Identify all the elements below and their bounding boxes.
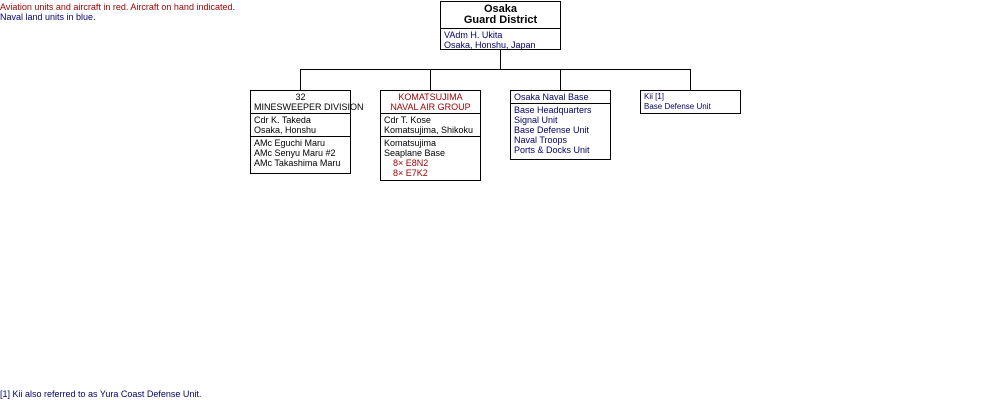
- connector-komatsujima: [430, 69, 431, 90]
- minesweeper-details: [251, 113, 350, 136]
- komatsujima-base-line1: Komatsujima: [384, 138, 437, 148]
- minesweeper-division-box: [250, 90, 364, 174]
- minesweeper-commander: Cdr K. Takeda: [254, 115, 311, 125]
- osaka-base-title: Osaka Naval Base: [514, 92, 589, 102]
- root-title: [441, 2, 560, 28]
- connector-minesweeper: [300, 69, 301, 90]
- minesweeper-name-line2: MINESWEEPER DIVISION: [254, 102, 364, 112]
- aircraft-item: 8× E7K2: [393, 168, 428, 178]
- komatsujima-air-group-box: [380, 90, 481, 181]
- root-guard-district: [440, 1, 561, 50]
- komatsujima-title: [381, 91, 480, 113]
- footnote: [1] Kii also referred to as Yura Coast Defense Unit.: [0, 389, 202, 399]
- osaka-base-units: [511, 103, 610, 156]
- connector-kii: [690, 69, 691, 90]
- base-unit-item: Base Defense Unit: [514, 125, 590, 135]
- connector-horizontal: [300, 69, 690, 70]
- root-name-line2: Guard District: [463, 14, 538, 26]
- root-name-line1: Osaka: [483, 3, 518, 15]
- ship-item: AMc Eguchi Maru: [254, 138, 326, 148]
- minesweeper-location: Osaka, Honshu: [254, 125, 317, 135]
- ship-item: AMc Senyu Maru #2: [254, 148, 336, 158]
- komatsujima-base-line2: Seaplane Base: [384, 148, 446, 158]
- komatsujima-location: Komatsujima, Shikoku: [384, 125, 474, 135]
- kii-name: Kii [1]: [644, 92, 665, 101]
- base-unit-item: Base Headquarters: [514, 105, 592, 115]
- komatsujima-name-line1: KOMATSUJIMA: [398, 92, 463, 102]
- base-unit-item: Naval Troops: [514, 135, 568, 145]
- ship-item: AMc Takashima Maru: [254, 158, 341, 168]
- osaka-naval-base-box: [510, 90, 611, 160]
- komatsujima-name-line2: NAVAL AIR GROUP: [390, 102, 471, 112]
- base-unit-item: Signal Unit: [514, 115, 558, 125]
- minesweeper-name-line1: 32: [295, 92, 306, 102]
- komatsujima-base: [381, 136, 480, 179]
- kii-box: [640, 90, 741, 114]
- aircraft-item: 8× E8N2: [393, 158, 429, 168]
- base-unit-item: Ports & Docks Unit: [514, 145, 590, 155]
- legend-aviation: Aviation units and aircraft in red. Aircraft on hand indicated.: [0, 2, 235, 12]
- root-location: Osaka, Honshu, Japan: [444, 40, 536, 50]
- legend: [0, 2, 235, 22]
- minesweeper-ships: [251, 136, 350, 169]
- connector-osaka-base: [560, 69, 561, 90]
- komatsujima-commander: Cdr T. Kose: [384, 115, 431, 125]
- minesweeper-title: [251, 91, 364, 113]
- root-commander: VAdm H. Ukita: [444, 30, 503, 40]
- legend-naval-land: Naval land units in blue.: [0, 12, 96, 22]
- komatsujima-details: [381, 113, 480, 136]
- root-details: [441, 28, 560, 51]
- kii-unit: Base Defense Unit: [644, 102, 711, 111]
- connector-root-down: [500, 49, 501, 69]
